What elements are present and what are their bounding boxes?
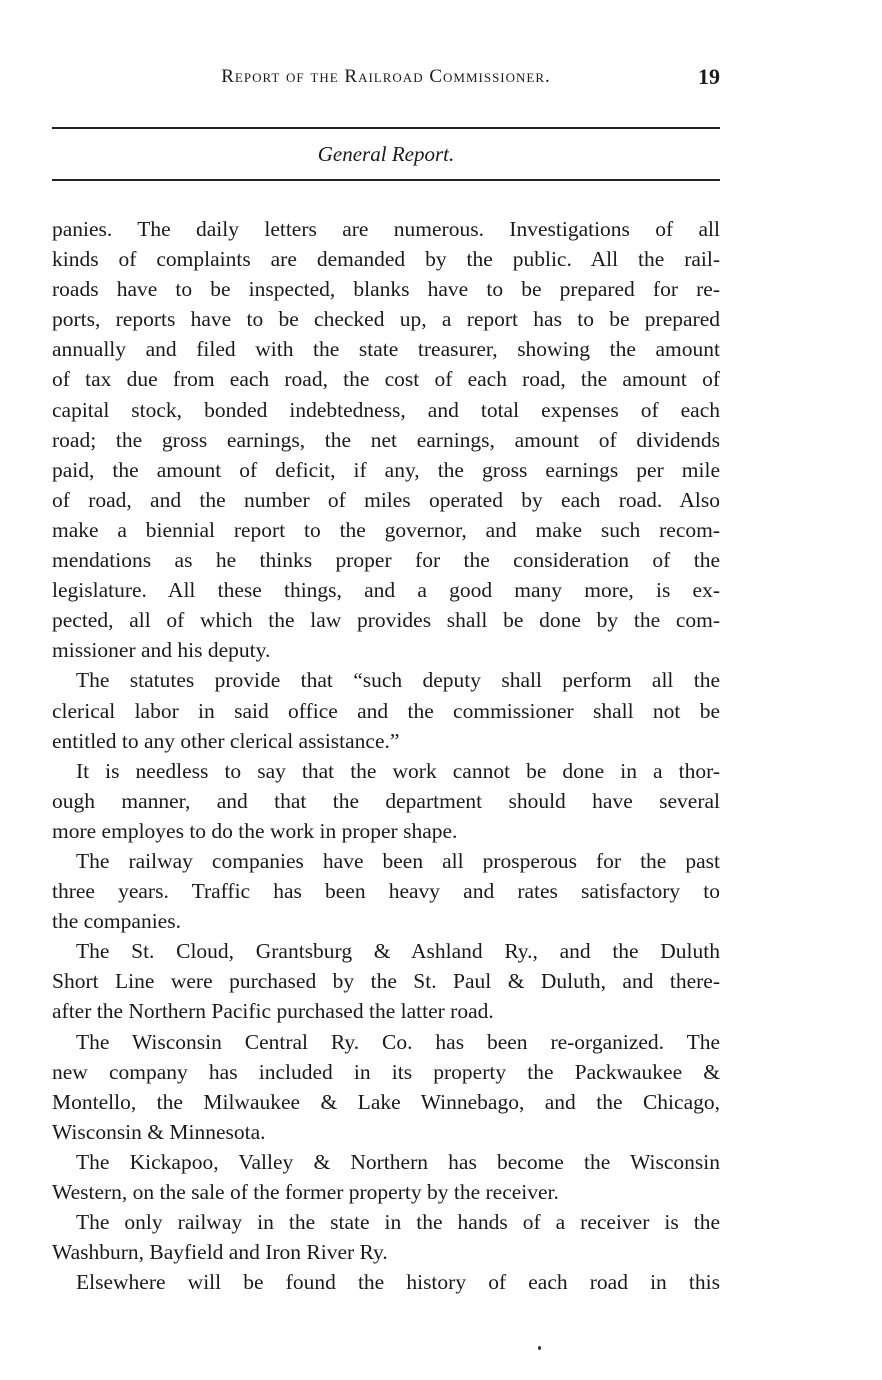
text-line: Montello, the Milwaukee & Lake Winnebago, and the Chicago,: [52, 1089, 720, 1114]
text-line: more employes to do the work in proper shape.: [52, 818, 458, 843]
text-line: legislature. All these things, and a good many more, is ex-: [52, 578, 720, 603]
paragraph-start: The statutes provide that “such deputy shall perform all the: [76, 668, 720, 693]
paragraph-start: The Wisconsin Central Ry. Co. has been re-organized. The: [76, 1029, 720, 1054]
running-title: Report of the Railroad Commissioner.: [221, 66, 551, 87]
paragraph-start: The railway companies have been all prosperous for the past: [76, 848, 720, 873]
text-line: pected, all of which the law provides shall be done by the com-: [52, 608, 720, 633]
text-line: panies. The daily letters are numerous. Investigations of all: [52, 217, 720, 241]
text-line: make a biennial report to the governor, and make such recom-: [52, 517, 720, 542]
text-line: Western, on the sale of the former property by the receiver.: [52, 1180, 559, 1204]
body-text: [52, 214, 720, 1297]
paragraph-start: The Kickapoo, Valley & Northern has become the Wisconsin: [76, 1149, 720, 1174]
text-line: of road, and the number of miles operated by each road. Also: [52, 487, 720, 512]
section-title: General Report.: [317, 142, 455, 166]
paragraph-start: It is needless to say that the work cannot be done in a thor-: [76, 758, 720, 783]
text-line: ports, reports have to be checked up, a report has to be prepared: [52, 307, 720, 332]
text-line: the companies.: [52, 909, 181, 934]
text-line: new company has included in its property the Packwaukee &: [52, 1059, 720, 1084]
paragraph-start: The only railway in the state in the hands of a receiver is the: [76, 1210, 720, 1235]
text-line: roads have to be inspected, blanks have to be prepared for re-: [52, 277, 720, 302]
text-line: after the Northern Pacific purchased the latter road.: [52, 999, 494, 1024]
text-line: of tax due from each road, the cost of each road, the amount of: [52, 367, 720, 392]
text-line: paid, the amount of deficit, if any, the gross earnings per mile: [52, 457, 720, 482]
text-line: kinds of complaints are demanded by the public. All the rail-: [52, 247, 720, 272]
paragraph-start: Elsewhere will be found the history of each road in this: [76, 1270, 720, 1295]
running-head: [52, 66, 720, 96]
text-line: missioner and his deputy.: [52, 638, 271, 663]
text-line: entitled to any other clerical assistance.”: [52, 728, 400, 753]
page-number: 19: [698, 64, 720, 89]
text-line: Washburn, Bayfield and Iron River Ry.: [52, 1240, 388, 1265]
text-line: clerical labor in said office and the commissioner shall not be: [52, 698, 720, 723]
text-line: mendations as he thinks proper for the consideration of the: [52, 548, 720, 573]
header-rule-bottom: [52, 179, 720, 181]
ink-speck: [538, 1346, 541, 1350]
header-rule-top: [52, 127, 720, 129]
text-line: Short Line were purchased by the St. Paul & Duluth, and there-: [52, 969, 720, 994]
text-line: three years. Traffic has been heavy and rates satisfactory to: [52, 879, 720, 904]
text-line: road; the gross earnings, the net earnings, amount of dividends: [52, 427, 720, 452]
paragraph-start: The St. Cloud, Grantsburg & Ashland Ry., and the Duluth: [76, 939, 720, 964]
text-line: Wisconsin & Minnesota.: [52, 1119, 266, 1144]
text-line: capital stock, bonded indebtedness, and total expenses of each: [52, 397, 720, 422]
text-line: ough manner, and that the department should have several: [52, 788, 720, 813]
text-line: annually and filed with the state treasurer, showing the amount: [52, 337, 720, 362]
